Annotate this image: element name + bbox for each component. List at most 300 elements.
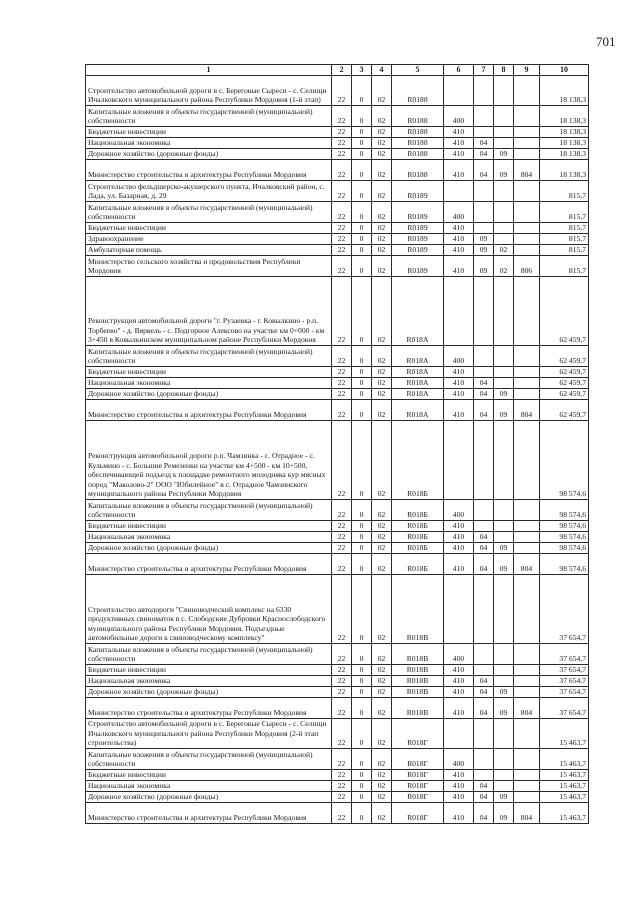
row-expense-type-cell: 410 [444, 687, 474, 698]
row-code-cell: 0 [352, 400, 372, 421]
row-subsection-cell: 09 [494, 389, 514, 400]
row-subsection-cell [494, 76, 514, 106]
row-code-cell: 02 [372, 543, 392, 554]
row-expense-type-cell: 410 [444, 223, 474, 234]
row-target-code-cell: R018Б [392, 532, 444, 543]
row-code-cell: 02 [372, 421, 392, 500]
table-row [86, 500, 589, 521]
row-target-code-cell: R018Г [392, 803, 444, 824]
row-target-code-cell: R0188 [392, 149, 444, 160]
row-section-cell [474, 346, 494, 367]
row-code-cell: 22 [332, 256, 352, 277]
row-subsection-cell: 09 [494, 554, 514, 575]
row-ministry-cell [514, 277, 540, 346]
row-code-cell: 02 [372, 277, 392, 346]
row-ministry-cell [514, 575, 540, 644]
row-amount-cell: 815,7 [540, 223, 589, 234]
row-name-cell: Национальная экономика [86, 138, 332, 149]
row-expense-type-cell: 410 [444, 770, 474, 781]
row-code-cell: 02 [372, 665, 392, 676]
row-section-cell: 04 [474, 378, 494, 389]
table-row [86, 76, 589, 106]
row-code-cell: 02 [372, 106, 392, 127]
row-subsection-cell: 09 [494, 803, 514, 824]
row-code-cell: 22 [332, 554, 352, 575]
row-code-cell: 0 [352, 76, 372, 106]
row-name-cell: Реконструкция автомобильной дороги "г. Рузаевка - г. Ковылкино - р.п. Торбеево" - д. Вярвель - с. Подгорное Алексово на участке км 0+000 - км 3+450 в Ковылкинском муниципальном районе Республики Мордовия [86, 277, 332, 346]
row-code-cell: 0 [352, 256, 372, 277]
row-code-cell: 0 [352, 781, 372, 792]
row-code-cell: 22 [332, 665, 352, 676]
row-section-cell: 04 [474, 803, 494, 824]
row-amount-cell: 62 459,7 [540, 277, 589, 346]
row-code-cell: 22 [332, 149, 352, 160]
table-row [86, 543, 589, 554]
row-subsection-cell [494, 644, 514, 665]
row-code-cell: 22 [332, 138, 352, 149]
table-row [86, 346, 589, 367]
row-subsection-cell [494, 781, 514, 792]
table-row [86, 792, 589, 803]
row-code-cell: 02 [372, 202, 392, 223]
table-row [86, 532, 589, 543]
table-row [86, 554, 589, 575]
row-section-cell: 04 [474, 149, 494, 160]
row-subsection-cell [494, 234, 514, 245]
row-section-cell: 04 [474, 138, 494, 149]
row-code-cell: 22 [332, 106, 352, 127]
row-ministry-cell: 804 [514, 160, 540, 181]
table-row [86, 256, 589, 277]
row-amount-cell: 815,7 [540, 234, 589, 245]
column-header: 2 [332, 65, 352, 76]
row-expense-type-cell: 410 [444, 781, 474, 792]
row-expense-type-cell: 410 [444, 400, 474, 421]
row-name-cell: Дорожное хозяйство (дорожные фонды) [86, 543, 332, 554]
row-target-code-cell: R018Б [392, 554, 444, 575]
row-code-cell: 02 [372, 378, 392, 389]
row-amount-cell: 15 463,7 [540, 803, 589, 824]
row-name-cell: Капитальные вложения в объекты государственной (муниципальной) собственности [86, 749, 332, 770]
row-expense-type-cell: 410 [444, 532, 474, 543]
row-target-code-cell: R018Г [392, 719, 444, 749]
row-code-cell: 02 [372, 500, 392, 521]
table-row [86, 202, 589, 223]
row-target-code-cell: R018Б [392, 521, 444, 532]
row-code-cell: 02 [372, 770, 392, 781]
row-target-code-cell: R018B [392, 575, 444, 644]
row-section-cell: 04 [474, 400, 494, 421]
row-target-code-cell: R018B [392, 665, 444, 676]
row-amount-cell: 18 138,3 [540, 76, 589, 106]
row-subsection-cell: 02 [494, 245, 514, 256]
row-name-cell: Капитальные вложения в объекты государственной (муниципальной) собственности [86, 346, 332, 367]
row-target-code-cell: R018Г [392, 770, 444, 781]
row-code-cell: 02 [372, 676, 392, 687]
row-amount-cell: 98 574,6 [540, 500, 589, 521]
row-ministry-cell [514, 532, 540, 543]
row-section-cell [474, 76, 494, 106]
row-ministry-cell [514, 421, 540, 500]
row-amount-cell: 37 654,7 [540, 687, 589, 698]
row-subsection-cell [494, 770, 514, 781]
row-target-code-cell: R018A [392, 346, 444, 367]
row-code-cell: 02 [372, 719, 392, 749]
row-code-cell: 22 [332, 781, 352, 792]
table-row [86, 223, 589, 234]
row-code-cell: 22 [332, 367, 352, 378]
row-target-code-cell: R018B [392, 698, 444, 719]
row-subsection-cell: 09 [494, 543, 514, 554]
row-code-cell: 02 [372, 644, 392, 665]
row-target-code-cell: R0189 [392, 256, 444, 277]
row-subsection-cell [494, 181, 514, 202]
row-name-cell: Строительство автомобильной дороги в с. Береговые Сыреси - с. Селищи Ичалковского муниципального района Республики Мордовия (2-й этап строительства) [86, 719, 332, 749]
row-section-cell [474, 749, 494, 770]
row-code-cell: 22 [332, 346, 352, 367]
row-subsection-cell: 09 [494, 698, 514, 719]
row-section-cell [474, 367, 494, 378]
row-ministry-cell [514, 644, 540, 665]
row-section-cell [474, 770, 494, 781]
row-name-cell: Капитальные вложения в объекты государственной (муниципальной) собственности [86, 644, 332, 665]
row-expense-type-cell: 410 [444, 149, 474, 160]
row-code-cell: 22 [332, 223, 352, 234]
table-row [86, 277, 589, 346]
row-code-cell: 0 [352, 803, 372, 824]
row-code-cell: 22 [332, 234, 352, 245]
row-code-cell: 0 [352, 521, 372, 532]
row-name-cell: Дорожное хозяйство (дорожные фонды) [86, 792, 332, 803]
table-row [86, 575, 589, 644]
row-ministry-cell: 806 [514, 256, 540, 277]
row-target-code-cell: R0189 [392, 223, 444, 234]
row-subsection-cell [494, 749, 514, 770]
table-row [86, 698, 589, 719]
table-row [86, 138, 589, 149]
row-code-cell: 02 [372, 792, 392, 803]
row-code-cell: 0 [352, 543, 372, 554]
row-expense-type-cell [444, 277, 474, 346]
row-ministry-cell [514, 676, 540, 687]
row-expense-type-cell: 410 [444, 138, 474, 149]
row-ministry-cell: 804 [514, 554, 540, 575]
row-expense-type-cell: 410 [444, 378, 474, 389]
row-code-cell: 0 [352, 676, 372, 687]
row-expense-type-cell: 400 [444, 106, 474, 127]
row-section-cell: 04 [474, 687, 494, 698]
row-ministry-cell [514, 346, 540, 367]
row-subsection-cell: 09 [494, 149, 514, 160]
row-code-cell: 0 [352, 792, 372, 803]
row-subsection-cell [494, 202, 514, 223]
row-name-cell: Бюджетные инвестиции [86, 521, 332, 532]
row-code-cell: 0 [352, 138, 372, 149]
row-amount-cell: 18 138,3 [540, 160, 589, 181]
row-code-cell: 22 [332, 749, 352, 770]
row-code-cell: 0 [352, 346, 372, 367]
row-section-cell: 09 [474, 245, 494, 256]
row-subsection-cell [494, 719, 514, 749]
row-subsection-cell: 09 [494, 400, 514, 421]
row-ministry-cell [514, 781, 540, 792]
table-row [86, 127, 589, 138]
row-name-cell: Бюджетные инвестиции [86, 223, 332, 234]
row-section-cell [474, 421, 494, 500]
row-code-cell: 22 [332, 698, 352, 719]
table-body [86, 76, 589, 824]
row-code-cell: 0 [352, 698, 372, 719]
row-code-cell: 0 [352, 106, 372, 127]
row-name-cell: Бюджетные инвестиции [86, 367, 332, 378]
row-ministry-cell [514, 181, 540, 202]
row-section-cell: 04 [474, 389, 494, 400]
table-row [86, 181, 589, 202]
row-expense-type-cell: 410 [444, 803, 474, 824]
row-target-code-cell: R018A [392, 277, 444, 346]
row-code-cell: 0 [352, 160, 372, 181]
row-expense-type-cell: 400 [444, 500, 474, 521]
row-section-cell [474, 665, 494, 676]
row-name-cell: Дорожное хозяйство (дорожные фонды) [86, 687, 332, 698]
row-code-cell: 22 [332, 543, 352, 554]
row-target-code-cell: R018A [392, 378, 444, 389]
row-code-cell: 02 [372, 698, 392, 719]
row-code-cell: 02 [372, 160, 392, 181]
table-row [86, 367, 589, 378]
row-target-code-cell: R0189 [392, 234, 444, 245]
row-subsection-cell [494, 106, 514, 127]
row-expense-type-cell: 410 [444, 698, 474, 719]
row-target-code-cell: R0188 [392, 76, 444, 106]
row-code-cell: 0 [352, 554, 372, 575]
row-subsection-cell [494, 127, 514, 138]
row-ministry-cell [514, 500, 540, 521]
row-expense-type-cell: 410 [444, 792, 474, 803]
table-row [86, 719, 589, 749]
row-code-cell: 02 [372, 389, 392, 400]
row-name-cell: Бюджетные инвестиции [86, 127, 332, 138]
row-code-cell: 02 [372, 400, 392, 421]
row-subsection-cell [494, 277, 514, 346]
row-target-code-cell: R0188 [392, 160, 444, 181]
row-name-cell: Бюджетные инвестиции [86, 665, 332, 676]
row-expense-type-cell [444, 181, 474, 202]
row-subsection-cell [494, 676, 514, 687]
row-ministry-cell [514, 389, 540, 400]
row-name-cell: Строительство фельдшерско-акушерского пункта, Ичалковский район, с. Лада, ул. Базарная, д. 29 [86, 181, 332, 202]
row-name-cell: Капитальные вложения в объекты государственной (муниципальной) собственности [86, 500, 332, 521]
row-expense-type-cell: 410 [444, 127, 474, 138]
table-row [86, 781, 589, 792]
row-code-cell: 0 [352, 770, 372, 781]
row-expense-type-cell: 410 [444, 245, 474, 256]
table-row [86, 676, 589, 687]
row-code-cell: 22 [332, 792, 352, 803]
table-row [86, 400, 589, 421]
row-name-cell: Здравоохранение [86, 234, 332, 245]
row-ministry-cell [514, 127, 540, 138]
row-name-cell: Дорожное хозяйство (дорожные фонды) [86, 389, 332, 400]
row-expense-type-cell [444, 575, 474, 644]
row-section-cell [474, 644, 494, 665]
table-row [86, 421, 589, 500]
header-row [86, 65, 589, 76]
row-code-cell: 02 [372, 803, 392, 824]
row-code-cell: 0 [352, 378, 372, 389]
row-code-cell: 22 [332, 245, 352, 256]
row-code-cell: 22 [332, 644, 352, 665]
row-subsection-cell [494, 223, 514, 234]
row-subsection-cell: 09 [494, 687, 514, 698]
table-row [86, 644, 589, 665]
row-code-cell: 0 [352, 719, 372, 749]
row-amount-cell: 62 459,7 [540, 367, 589, 378]
table-row [86, 665, 589, 676]
column-header: 4 [372, 65, 392, 76]
row-target-code-cell: R018Г [392, 781, 444, 792]
row-section-cell: 04 [474, 698, 494, 719]
table-row [86, 378, 589, 389]
row-code-cell: 0 [352, 687, 372, 698]
row-amount-cell: 98 574,6 [540, 554, 589, 575]
row-amount-cell: 18 138,3 [540, 138, 589, 149]
row-section-cell: 04 [474, 792, 494, 803]
row-code-cell: 22 [332, 378, 352, 389]
row-code-cell: 02 [372, 138, 392, 149]
row-amount-cell: 62 459,7 [540, 389, 589, 400]
row-code-cell: 22 [332, 532, 352, 543]
row-name-cell: Бюджетные инвестиции [86, 770, 332, 781]
row-amount-cell: 37 654,7 [540, 644, 589, 665]
row-code-cell: 22 [332, 202, 352, 223]
row-code-cell: 0 [352, 665, 372, 676]
row-code-cell: 22 [332, 803, 352, 824]
row-target-code-cell: R0188 [392, 138, 444, 149]
row-code-cell: 02 [372, 367, 392, 378]
row-code-cell: 02 [372, 575, 392, 644]
row-section-cell [474, 719, 494, 749]
row-amount-cell: 37 654,7 [540, 676, 589, 687]
row-target-code-cell: R0188 [392, 127, 444, 138]
row-amount-cell: 37 654,7 [540, 665, 589, 676]
row-amount-cell: 15 463,7 [540, 781, 589, 792]
row-amount-cell: 815,7 [540, 245, 589, 256]
table-row [86, 803, 589, 824]
row-code-cell: 0 [352, 149, 372, 160]
row-code-cell: 0 [352, 202, 372, 223]
row-name-cell: Капитальные вложения в объекты государственной (муниципальной) собственности [86, 202, 332, 223]
column-header: 7 [474, 65, 494, 76]
row-name-cell: Министерство строительства и архитектуры Республики Мордовия [86, 400, 332, 421]
row-target-code-cell: R018B [392, 687, 444, 698]
row-subsection-cell [494, 138, 514, 149]
row-section-cell: 04 [474, 543, 494, 554]
row-name-cell: Национальная экономика [86, 676, 332, 687]
table-row [86, 106, 589, 127]
row-subsection-cell: 09 [494, 160, 514, 181]
row-ministry-cell [514, 367, 540, 378]
row-expense-type-cell [444, 421, 474, 500]
row-code-cell: 02 [372, 781, 392, 792]
row-ministry-cell [514, 202, 540, 223]
row-ministry-cell: 804 [514, 698, 540, 719]
row-expense-type-cell: 410 [444, 543, 474, 554]
table-row [86, 770, 589, 781]
row-code-cell: 22 [332, 76, 352, 106]
column-header: 5 [392, 65, 444, 76]
row-amount-cell: 37 654,7 [540, 698, 589, 719]
row-section-cell [474, 521, 494, 532]
row-code-cell: 0 [352, 532, 372, 543]
row-subsection-cell [494, 521, 514, 532]
row-section-cell: 04 [474, 532, 494, 543]
row-code-cell: 22 [332, 389, 352, 400]
row-section-cell: 09 [474, 234, 494, 245]
row-ministry-cell [514, 149, 540, 160]
row-amount-cell: 15 463,7 [540, 749, 589, 770]
row-expense-type-cell: 410 [444, 234, 474, 245]
row-code-cell: 22 [332, 521, 352, 532]
row-expense-type-cell: 400 [444, 644, 474, 665]
row-name-cell: Амбулаторная помощь [86, 245, 332, 256]
row-subsection-cell [494, 665, 514, 676]
row-section-cell [474, 223, 494, 234]
row-subsection-cell [494, 421, 514, 500]
row-amount-cell: 815,7 [540, 256, 589, 277]
row-subsection-cell [494, 346, 514, 367]
column-header: 8 [494, 65, 514, 76]
row-name-cell: Национальная экономика [86, 378, 332, 389]
row-code-cell: 0 [352, 277, 372, 346]
row-section-cell [474, 127, 494, 138]
row-section-cell [474, 202, 494, 223]
row-target-code-cell: R018Г [392, 749, 444, 770]
row-code-cell: 02 [372, 245, 392, 256]
row-amount-cell: 62 459,7 [540, 378, 589, 389]
row-code-cell: 22 [332, 400, 352, 421]
row-code-cell: 0 [352, 500, 372, 521]
row-ministry-cell [514, 719, 540, 749]
row-ministry-cell [514, 378, 540, 389]
table-row [86, 521, 589, 532]
row-ministry-cell [514, 223, 540, 234]
row-subsection-cell [494, 378, 514, 389]
row-name-cell: Национальная экономика [86, 532, 332, 543]
table-row [86, 687, 589, 698]
table-row [86, 389, 589, 400]
row-amount-cell: 815,7 [540, 202, 589, 223]
row-code-cell: 0 [352, 245, 372, 256]
row-ministry-cell [514, 770, 540, 781]
row-subsection-cell [494, 367, 514, 378]
row-subsection-cell [494, 575, 514, 644]
row-code-cell: 0 [352, 644, 372, 665]
row-code-cell: 22 [332, 160, 352, 181]
row-code-cell: 02 [372, 532, 392, 543]
column-header: 9 [514, 65, 540, 76]
row-section-cell [474, 106, 494, 127]
row-code-cell: 0 [352, 127, 372, 138]
column-header: 3 [352, 65, 372, 76]
row-ministry-cell: 804 [514, 803, 540, 824]
row-expense-type-cell: 410 [444, 160, 474, 181]
row-name-cell: Национальная экономика [86, 781, 332, 792]
row-section-cell [474, 277, 494, 346]
row-code-cell: 02 [372, 687, 392, 698]
row-target-code-cell: R018B [392, 644, 444, 665]
row-target-code-cell: R018A [392, 367, 444, 378]
